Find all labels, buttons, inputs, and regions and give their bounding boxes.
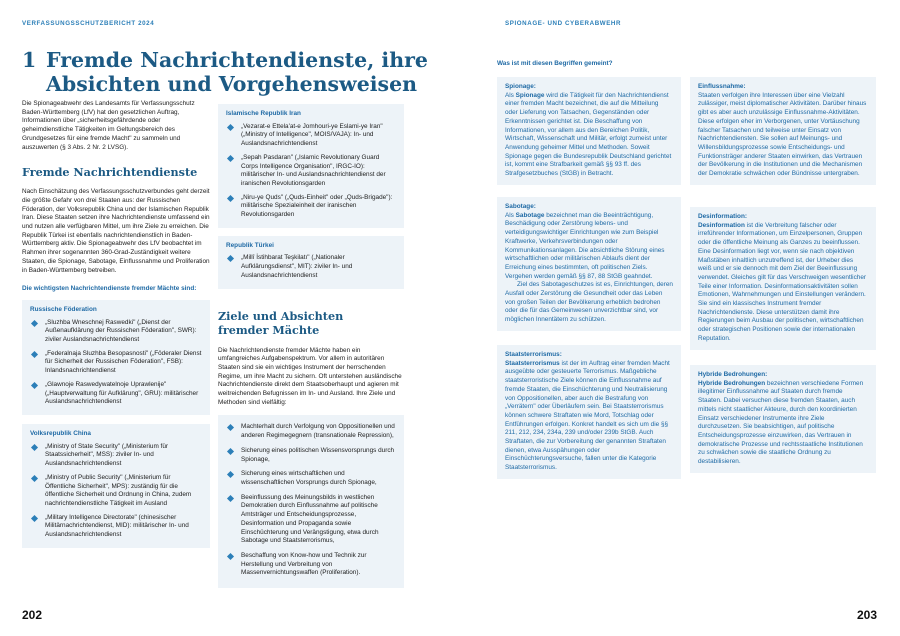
term-title-einflussnahme: Einflussnahme: <box>698 83 746 90</box>
section1-text: Nach Einschätzung des Verfassungsschutzverbundes geht derzeit die größte Gefahr von drei Staaten aus: der Russischen Föderation, der Volksrepublik China und der Islamischen Republik Iran. Diese Staaten setzen ihre Nachrichtendienste umfassend ein und nutzen alle verfügbaren Mittel, um ihre Ziele zu erreichen. Die Republik Türkei ist ebenfalls nachrichtendienstlich in Baden-Württemberg aktiv. Die Spionageabwehr des LfV beobachtet im Rahmen ihrer sogenannten 360-Grad-Zuständigkeit weitere Staaten, die Spionage, Sabotage, Einflussnahme und Proliferation in Baden-Württemberg betreiben. <box>22 188 210 274</box>
country-name-turkey: Republik Türkei <box>226 241 274 249</box>
list-item: „Ministry of State Security" („Ministerium für Staatssicherheit", MSS): ziviler In- und Auslandsnachrichtendienst <box>30 443 202 469</box>
term-box-desinformation: Desinformation: Desinformation ist die Verbreitung falscher oder irreführender Informationen, um Einzelpersonen, Gruppen oder die öffentliche Meinung als Ganzes zu beeinflussen. Eine Desinformation liegt vor, wenn sie nach objektiven Maßstäben inhaltlich unzutreffend ist, der Urheber dies weiß und er sie dennoch mit dem Ziel der Beeinflussung verwendet. Gleiches gilt für das Verschweigen wesentlicher Teile einer Information. Desinformationsaktivitäten sollen Emotionen, Wahrnehmungen und Einstellungen verändern. Sie sind ein klassisches Instrument fremder Nachrichtendienste. Diese unterstützen damit ihre Regierungen beim Ausbau der politischen, wirtschaftlichen oder strategischen Positionen sowie der internationalen Reputation. <box>690 207 876 350</box>
section-heading-fremde-nachrichtendienste: Fremde Nachrichtendienste <box>22 165 198 180</box>
running-header-left: VERFASSUNGSSCHUTZBERICHT 2024 <box>22 20 155 27</box>
list-item: Machterhalt durch Verfolgung von Oppositionellen und anderen Regimegegnern (transnationale Repression), <box>226 423 396 440</box>
list-item: Sicherung eines wirtschaftlichen und wissenschaftlichen Vorsprungs durch Spionage, <box>226 470 396 487</box>
diamond-bullet-icon <box>227 155 234 162</box>
term-box-sabotage: Sabotage: Als Sabotage bezeichnet man die Beeinträchtigung, Beschädigung oder Zerstörung lebens- und verteidigungswichtiger Einrichtungen wie zum Beispiel Kraftwerke, Verkehrsverbindungen oder Kommunikationsanlagen. Die absichtliche Störung eines wirtschaftlichen oder militärischen Ablaufs dient der Erreichung eines bestimmten, oft politischen Ziels. Vergehen werden gemäß §§ 87, 88 StGB geahndet. Ziel des Sabotageschutzes ist es, Einrichtungen, deren Ausfall oder Zerstörung die Gesundheit oder das Leben von großen Teilen der Bevölkerung erheblich bedrohen oder die für das Gemeinwesen unverzichtbar sind, vor möglichen Innentätern zu schützen. <box>497 197 681 331</box>
diamond-bullet-icon <box>227 195 234 202</box>
list-item: Beeinflussung des Meinungsbilds in westlichen Demokratien durch Einflussnahme auf politische Amtsträger und Entscheidungsprozesse, Desinformation und Propaganda sowie Einschüchterung und Verängstigung, etwa durch Sabotage und Staatsterrorismus, <box>226 494 396 546</box>
box-turkey <box>218 236 404 289</box>
diamond-bullet-icon <box>31 351 38 358</box>
diamond-bullet-icon <box>227 255 234 262</box>
title-line-2: Absichten und Vorgehensweisen <box>46 72 418 97</box>
page-number-right: 203 <box>857 608 878 622</box>
term-box-spionage: Spionage: Als Spionage wird die Tätigkeit für den Nachrichtendienst einer fremden Macht bezeichnet, die auf die Mitteilung oder Lieferung von Tatsachen, Gegenständen oder Erkenntnissen gerichtet ist. Die Beschaffung von Informationen, vor allem aus den Bereichen Politik, Wirtschaft, Wissenschaft und Militär, erfolgt zumeist unter Anwendung geheimer Mittel und Methoden. Soweit Spionage gegen die Bundesrepublik Deutschland gerichtet ist, kommt eine Strafbarkeit gemäß §§ 93 ff. des Strafgesetzbuches (StGB) in Betracht. <box>497 77 681 185</box>
box-ziele-list <box>218 415 404 588</box>
list-item: „Niru-ye Quds" („Quds-Einheit" oder „Quds-Brigade"): militärische Spezialeinheit der iranischen Revolutionsgarden <box>226 194 396 220</box>
diamond-bullet-icon <box>31 320 38 327</box>
section-heading-ziele: Ziele und Absichten fremder Mächte <box>218 308 344 337</box>
list-item: „Glawnoje Raswedywatelnoje Uprawlenije" („Hauptverwaltung für Aufklärung", GRU): militärischer Auslandsnachrichtendienst <box>30 381 202 407</box>
term-box-einflussnahme: Einflussnahme: Staaten verfolgen ihre Interessen über eine Vielzahl zulässiger, meist diplomatischer Aktivitäten. Darüber hinaus gibt es aber auch unzulässige Einflussnahme-Aktivitäten. Diese erfolgen eher im Verborgenen, unter Vortäuschung falscher Tatsachen und teilweise unter Einsatz von Nachrichtendiensten. Sie sollen auf Meinungs- und Willensbildungsprozesse sowie Entscheidungs- und Funktionsträger anderer Staaten einwirken, das Vertrauen der Bevölkerung in die Institutionen und die Mechanismen der Demokratie schwächen oder Bündnisse untergraben. <box>690 77 876 185</box>
diamond-bullet-icon <box>31 515 38 522</box>
diamond-bullet-icon <box>227 553 234 560</box>
list-heading: Die wichtigsten Nachrichtendienste fremder Mächte sind: <box>22 285 197 293</box>
list-item: Sicherung eines politischen Wissensvorsprungs durch Spionage, <box>226 447 396 464</box>
running-header-right: SPIONAGE- UND CYBERABWEHR <box>505 20 622 27</box>
term-title-spionage: Spionage: <box>505 83 536 90</box>
term-title-sabotage: Sabotage: <box>505 203 536 210</box>
country-name-iran: Islamische Republik Iran <box>226 110 301 117</box>
diamond-bullet-icon <box>227 124 234 131</box>
list-item: Beschaffung von Know-how und Technik zur Herstellung und Verbreitung von Massenvernichtungswaffen (Proliferation). <box>226 552 396 578</box>
diamond-bullet-icon <box>227 471 234 478</box>
term-box-staatsterrorismus: Staatsterrorismus: Staatsterrorismus ist der im Auftrag einer fremden Macht ausgeübte oder gesteuerte Terrorismus. Maßgebliche staatsterroristische Ziele können die Einflussnahme auf fremde Staaten, die Einschüchterung und Neutralisierung von Oppositionellen, aber auch die Bestrafung von „Verrätern" oder Überläufern sein. Bei Staatsterrorismus können schwere Straftaten wie Mord, Totschlag oder Entführungen erfolgen. Konkret handelt es sich um die §§ 211, 212, 234, 234a, 239 und/oder 239b StGB. Auch Straftaten, die zur Vorbereitung der genannten Straftaten dienen, etwa Ausspähungen oder Einschüchterungsversuche, fallen unter die Kategorie Staatsterrorismus. <box>497 345 681 479</box>
page-number-left: 202 <box>22 608 43 622</box>
box-china <box>22 424 210 548</box>
list-item: „Sepah Pasdaran" („Islamic Revolutionary Guard Corps Intelligence Organisation", IRGC-IO): militärischer In- und Auslandsnachrichtendienst der iranischen Revolutionsgarden <box>226 154 396 189</box>
term-title-staatsterrorismus: Staatsterrorismus: <box>505 351 562 358</box>
term-title-desinformation: Desinformation: <box>698 213 747 220</box>
box-iran <box>218 104 404 228</box>
box-russia <box>22 300 210 415</box>
term-title-hybride: Hybride Bedrohungen: <box>698 371 768 378</box>
diamond-bullet-icon <box>31 382 38 389</box>
diamond-bullet-icon <box>31 475 38 482</box>
intro-paragraph: Die Spionageabwehr des Landesamts für Verfassungsschutz Baden-Württemberg (LfV) hat den gesetzlichen Auftrag, Informationen über „sicherheitsgefährdende oder geheimdienstliche Tätigkeiten im Geltungsbereich des Grundgesetzes für eine fremde Macht" zu sammeln und auszuwerten (§ 3 Abs. 2 Nr. 2 LVSG). <box>22 100 195 151</box>
diamond-bullet-icon <box>227 448 234 455</box>
country-name-russia: Russische Föderation <box>30 305 97 313</box>
column-2 <box>218 104 404 588</box>
list-item: „Millî İstihbarat Teşkilatı" („Nationaler Aufklärungsdienst", MIT): ziviler In- und Auslandsnachrichtendienst <box>226 254 396 280</box>
diamond-bullet-icon <box>227 424 234 431</box>
list-item: „Vezarat-e Ettela'at-e Jomhouri-ye Eslami-ye Iran" („Ministry of Intelligence", MOIS/VAJA): In- und Auslandsnachrichtendienst <box>226 123 396 149</box>
list-item: „Federalnaja Sluzhba Besopasnosti" („Föderaler Dienst für Sicherheit der Russischen Föderation", FSB): Inlandsnachrichtendienst <box>30 350 202 376</box>
title-line-1: Fremde Nachrichtendienste, ihre <box>46 48 428 72</box>
page-title <box>22 48 482 96</box>
diamond-bullet-icon <box>227 495 234 502</box>
term-box-hybride-bedrohungen: Hybride Bedrohungen: Hybride Bedrohungen bezeichnen verschiedene Formen illegitimer Einflussnahme auf Staaten durch fremde Staaten. Dabei versuchen diese fremden Staaten, auch mittels nicht staatlicher Akteure, durch den koordinierten Einsatz verschiedener Instrumente ihre Ziele durchzusetzen. Sie beabsichtigen, auf politische Entscheidungsprozesse einzuwirken, das Vertrauen in demokratische Prozesse und rechtsstaatliche Institutionen zu schwächen sowie die staatliche Ordnung zu destabilisieren. <box>690 365 876 473</box>
section2-text: Die Nachrichtendienste fremder Mächte haben ein umfangreiches Aufgabenspektrum. Vor allem in autoritären Staaten sind sie ein wichtiges Instrument der herrschenden Regime, um ihre Macht zu sichern. Oft unterstehen ausländische Nachrichtendienste direkt dem Staatsoberhaupt und agieren mit weitreichenden Befugnissen im In- und Ausland. Ihre Ziele und Methoden sind vielfältig: <box>218 346 402 406</box>
terms-heading: Was ist mit diesen Begriffen gemeint? <box>497 60 613 67</box>
diamond-bullet-icon <box>31 444 38 451</box>
column-1 <box>22 100 210 548</box>
country-name-china: Volksrepublik China <box>30 429 91 437</box>
list-item: „Ministry of Public Security" („Ministerium für Öffentliche Sicherheit", MPS): zuständig für die öffentliche Sicherheit und Ordnung in China, zudem nachrichtendienstliche Tätigkeit im Ausland <box>30 474 202 509</box>
title-number: 1 <box>22 48 37 72</box>
list-item: „Military Intelligence Directorate" (chinesischer Militärnachrichtendienst, MID): militärischer In- und Auslandsnachrichtendienst <box>30 514 202 540</box>
list-item: „Sluzhba Wneschnej Raswedki" („Dienst der Außenaufklärung der Russischen Föderation", SWR): ziviler Auslandsnachrichtendienst <box>30 319 202 345</box>
